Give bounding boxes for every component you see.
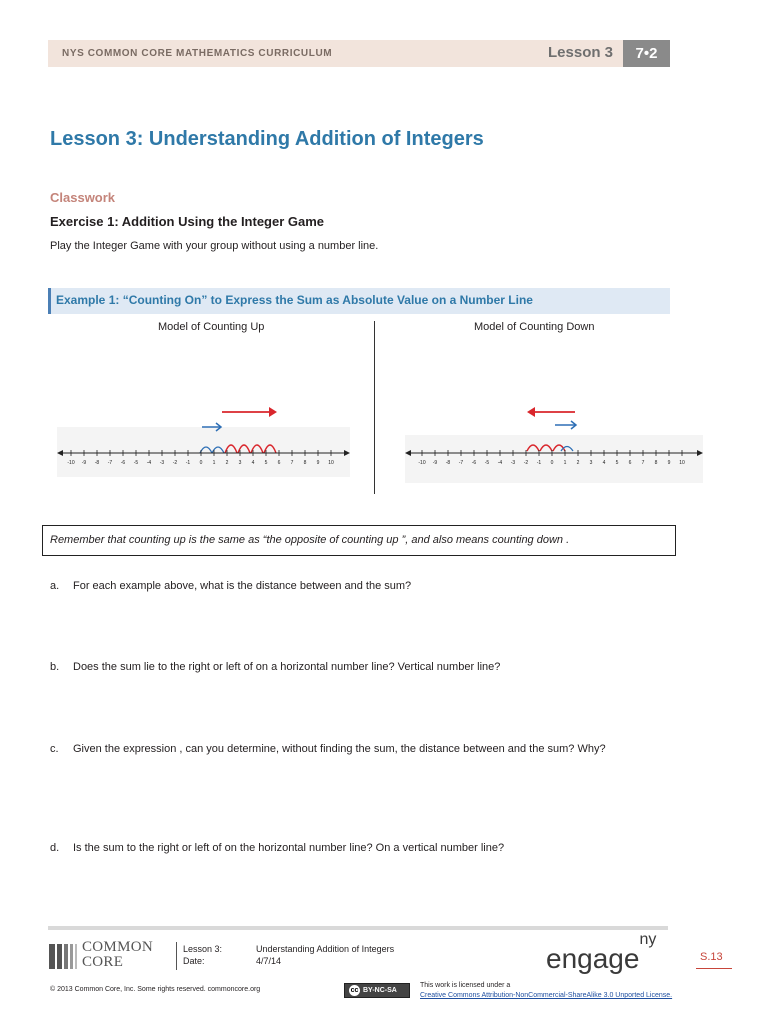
tick-label: 5 <box>264 460 268 466</box>
page-number: S.13 <box>700 951 723 963</box>
tick-label: 6 <box>628 460 632 466</box>
ny-text: ny <box>639 930 657 948</box>
tick-label: -7 <box>107 460 113 466</box>
tick-label: 7 <box>290 460 294 466</box>
number-line-backdrop <box>405 435 703 483</box>
tick-label: -4 <box>146 460 152 466</box>
tick-label: -2 <box>523 460 529 466</box>
tick-label: -5 <box>133 460 139 466</box>
question-label: a. <box>50 580 60 592</box>
tick-label: 8 <box>303 460 307 466</box>
example-1-banner <box>48 288 670 314</box>
number-line-backdrop <box>57 427 350 477</box>
tick-label: 10 <box>328 460 334 466</box>
number-line-counting-up <box>57 392 350 477</box>
model-up-label: Model of Counting Up <box>158 321 265 333</box>
exercise-1-text: Play the Integer Game with your group without using a number line. <box>50 240 379 252</box>
license-line: This work is licensed under a <box>420 982 511 989</box>
example-1-heading: Example 1: “Counting On” to Express the Sum as Absolute Value on a Number Line <box>56 293 533 307</box>
tick-label: 1 <box>563 460 567 466</box>
copyright-text: © 2013 Common Core, Inc. Some rights reserved. commoncore.org <box>50 986 261 993</box>
logo-line-2: CORE <box>82 954 124 970</box>
logo-line-1: COMMON <box>82 939 153 955</box>
tick-label: 5 <box>615 460 619 466</box>
tick-label: 0 <box>199 460 203 466</box>
question-text: Is the sum to the right or left of on the horizontal number line? On a vertical number line? <box>73 842 505 854</box>
tick-label: -10 <box>418 460 426 466</box>
model-down-label: Model of Counting Down <box>474 321 595 333</box>
tick-label: -4 <box>497 460 503 466</box>
footer-labels <box>183 943 222 967</box>
footer-values <box>256 943 394 967</box>
question-text: Does the sum lie to the right or left of on a horizontal number line? Vertical number line? <box>73 661 501 673</box>
remember-box <box>42 525 676 556</box>
question-text: For each example above, what is the distance between and the sum? <box>73 580 412 592</box>
tick-label: 4 <box>602 460 606 466</box>
engageny-logo <box>546 930 657 975</box>
common-core-logo-icon <box>49 944 77 969</box>
question-label: b. <box>50 661 60 673</box>
tick-label: 9 <box>316 460 320 466</box>
curriculum-title: NYS COMMON CORE MATHEMATICS CURRICULUM <box>62 48 333 59</box>
tick-label: -7 <box>458 460 464 466</box>
header-band <box>48 40 670 67</box>
tick-label: -1 <box>185 460 191 466</box>
tick-label: -10 <box>67 460 75 466</box>
tick-label: 0 <box>550 460 554 466</box>
footer-separator <box>176 942 177 970</box>
tick-label: -9 <box>432 460 438 466</box>
red-arrow-head <box>527 407 535 417</box>
tick-label: -5 <box>484 460 490 466</box>
footer-date-value: 4/7/14 <box>256 956 282 966</box>
cc-license-badge[interactable] <box>344 983 410 998</box>
tick-label: 2 <box>225 460 229 466</box>
tick-label: -6 <box>471 460 477 466</box>
tick-label: -2 <box>172 460 178 466</box>
cc-icon: cc <box>350 986 359 994</box>
tick-label: -8 <box>94 460 100 466</box>
license-link[interactable]: Creative Commons Attribution-NonCommercial-ShareAlike 3.0 Unported License. <box>420 992 673 999</box>
exercise-1-heading: Exercise 1: Addition Using the Integer Game <box>50 214 325 229</box>
footer-date-label: Date: <box>183 956 205 966</box>
page-number-underline <box>696 968 732 969</box>
remember-text: Remember that counting up is the same as “the opposite of counting up ”, and also means counting down . <box>50 534 570 546</box>
tick-label: -1 <box>536 460 542 466</box>
tick-label: 4 <box>251 460 255 466</box>
question-label: c. <box>50 743 59 755</box>
tick-label: 2 <box>576 460 580 466</box>
model-divider <box>374 321 375 494</box>
tick-label: 1 <box>212 460 216 466</box>
footer-lesson-value: Understanding Addition of Integers <box>256 944 395 954</box>
engage-text: engage <box>546 943 640 974</box>
footer-lesson-label: Lesson 3: <box>183 944 223 954</box>
header-lesson: Lesson 3 <box>548 44 614 61</box>
tick-label: 6 <box>277 460 281 466</box>
tick-label: -3 <box>510 460 516 466</box>
question-text: Given the expression , can you determine, without finding the sum, the distance between and the sum? Why? <box>73 743 606 755</box>
tick-label: 9 <box>667 460 671 466</box>
tick-label: 7 <box>641 460 645 466</box>
tick-label: -3 <box>159 460 165 466</box>
tick-label: -9 <box>81 460 87 466</box>
tick-label: 3 <box>589 460 593 466</box>
classwork-heading: Classwork <box>50 190 116 205</box>
question-label: d. <box>50 842 60 854</box>
cc-badge-text: BY-NC-SA <box>363 987 397 994</box>
tick-label: 8 <box>654 460 658 466</box>
license-notice <box>420 981 672 1001</box>
red-arrow-head <box>269 407 277 417</box>
footer-rule <box>48 926 668 930</box>
common-core-logo <box>82 940 153 970</box>
page-title: Lesson 3: Understanding Addition of Integers <box>50 128 484 150</box>
tick-label: 10 <box>679 460 685 466</box>
tick-label: 3 <box>238 460 242 466</box>
tick-label: -6 <box>120 460 126 466</box>
number-line-counting-down <box>405 403 703 483</box>
module-badge: 7•2 <box>623 40 670 67</box>
tick-label: -8 <box>445 460 451 466</box>
